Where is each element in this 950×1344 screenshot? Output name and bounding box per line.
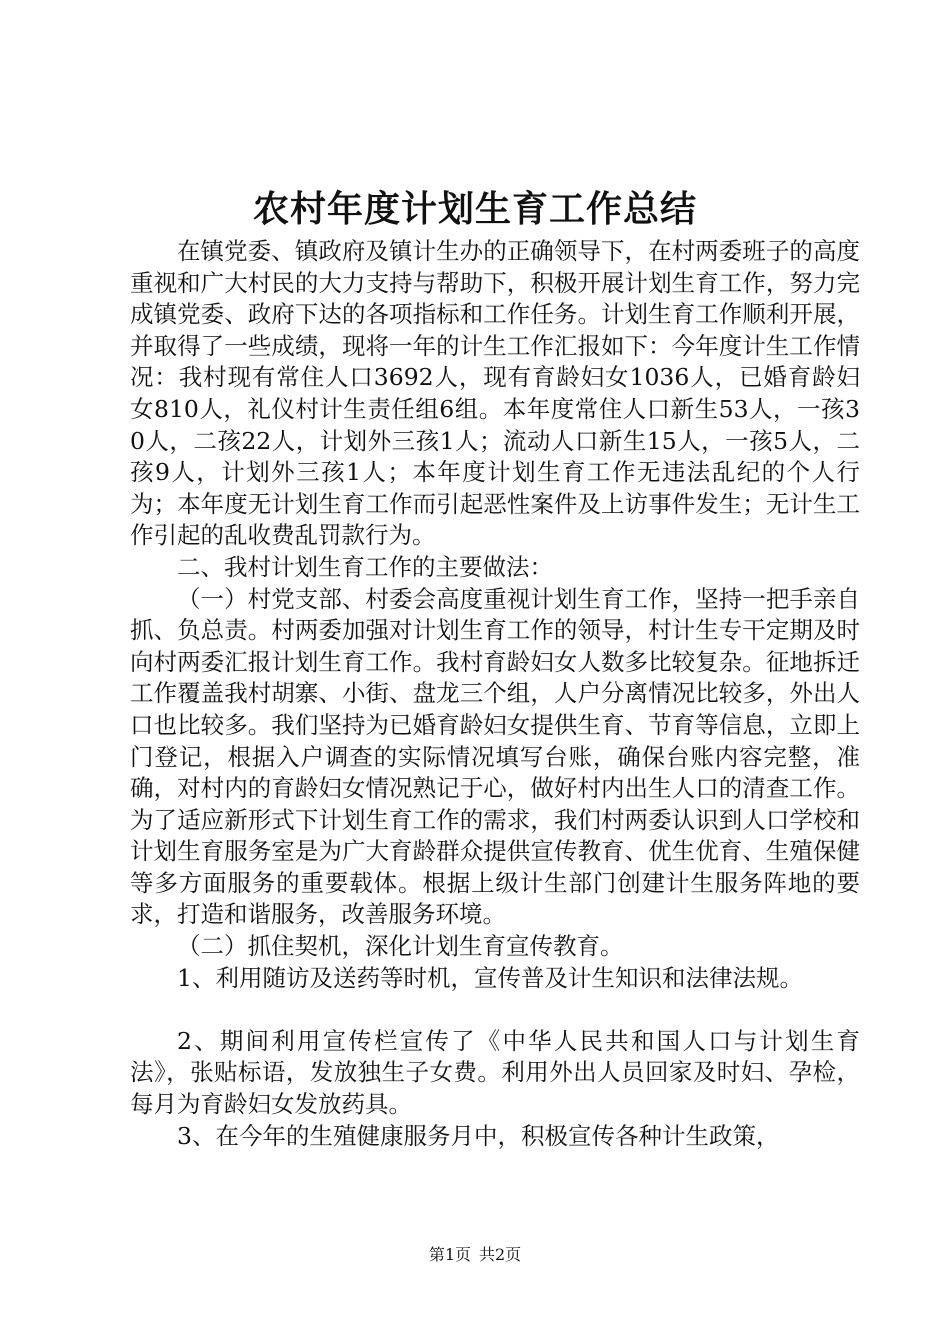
document-title: 农村年度计划生育工作总结 <box>252 188 697 230</box>
page-total: 共2页 <box>479 1245 522 1264</box>
paragraph-intro: 在镇党委、镇政府及镇计生办的正确领导下，在村两委班子的高度重视和广大村民的大力支持与帮助下，积极开展计划生育工作，努力完成镇党委、政府下达的各项指标和工作任务。计划生育工作顺利开展，并取得了一些成绩，现将一年的计生工作汇报如下：今年度计生工作情况：我村现有常住人口3692人，现有育龄妇女1036人，已婚育龄妇女810人，礼仪村计生责任组6组。本年度常住人口新生53人，一孩30人，二孩22人，计划外三孩1人；流动人口新生15人，一孩5人，二孩9人，计划外三孩1人；本年度计划生育工作无违法乱纪的个人行为；本年度无计划生育工作而引起恶性案件及上访事件发生；无计生工作引起的乱收费乱罚款行为。 <box>130 237 860 550</box>
page-footer <box>0 1244 950 1266</box>
paragraph-subsection-1: （一）村党支部、村委会高度重视计划生育工作，坚持一把手亲自抓、负总责。村两委加强对计划生育工作的领导，村计生专干定期及时向村两委汇报计划生育工作。我村育龄妇女人数多比较复杂。征地拆迁工作覆盖我村胡寨、小街、盘龙三个组，人户分离情况比较多，外出人口也比较多。我们坚持为已婚育龄妇女提供生育、节育等信息，立即上门登记，根据入户调查的实际情况填写台账，确保台账内容完整，准确，对村内的育龄妇女情况熟记于心，做好村内出生人口的清查工作。为了适应新形式下计划生育工作的需求，我们村两委认识到人口学校和计划生育服务室是为广大育龄群众提供宣传教育、优生优育、生殖保健等多方面服务的重要载体。根据上级计生部门创建计生服务阵地的要求，打造和谐服务，改善服务环境。 <box>130 584 860 929</box>
paragraph-item-2: 2、期间利用宣传栏宣传了《中华人民共和国人口与计划生育法》，张贴标语，发放独生子女费。利用外出人员回家及时妇、孕检，每月为育龄妇女发放药具。 <box>130 1026 860 1119</box>
paragraph-item-1: 1、利用随访及送药等时机，宣传普及计生知识和法律法规。 <box>177 963 803 992</box>
paragraph-subsection-2: （二）抓住契机，深化计划生育宣传教育。 <box>177 932 624 961</box>
document-body <box>130 236 860 1152</box>
page-number: 第1页 <box>428 1245 471 1264</box>
paragraph-section-heading: 二、我村计划生育工作的主要做法： <box>177 552 553 581</box>
paragraph-item-3: 3、在今年的生殖健康服务月中，积极宣传各种计生政策， <box>177 1121 780 1150</box>
